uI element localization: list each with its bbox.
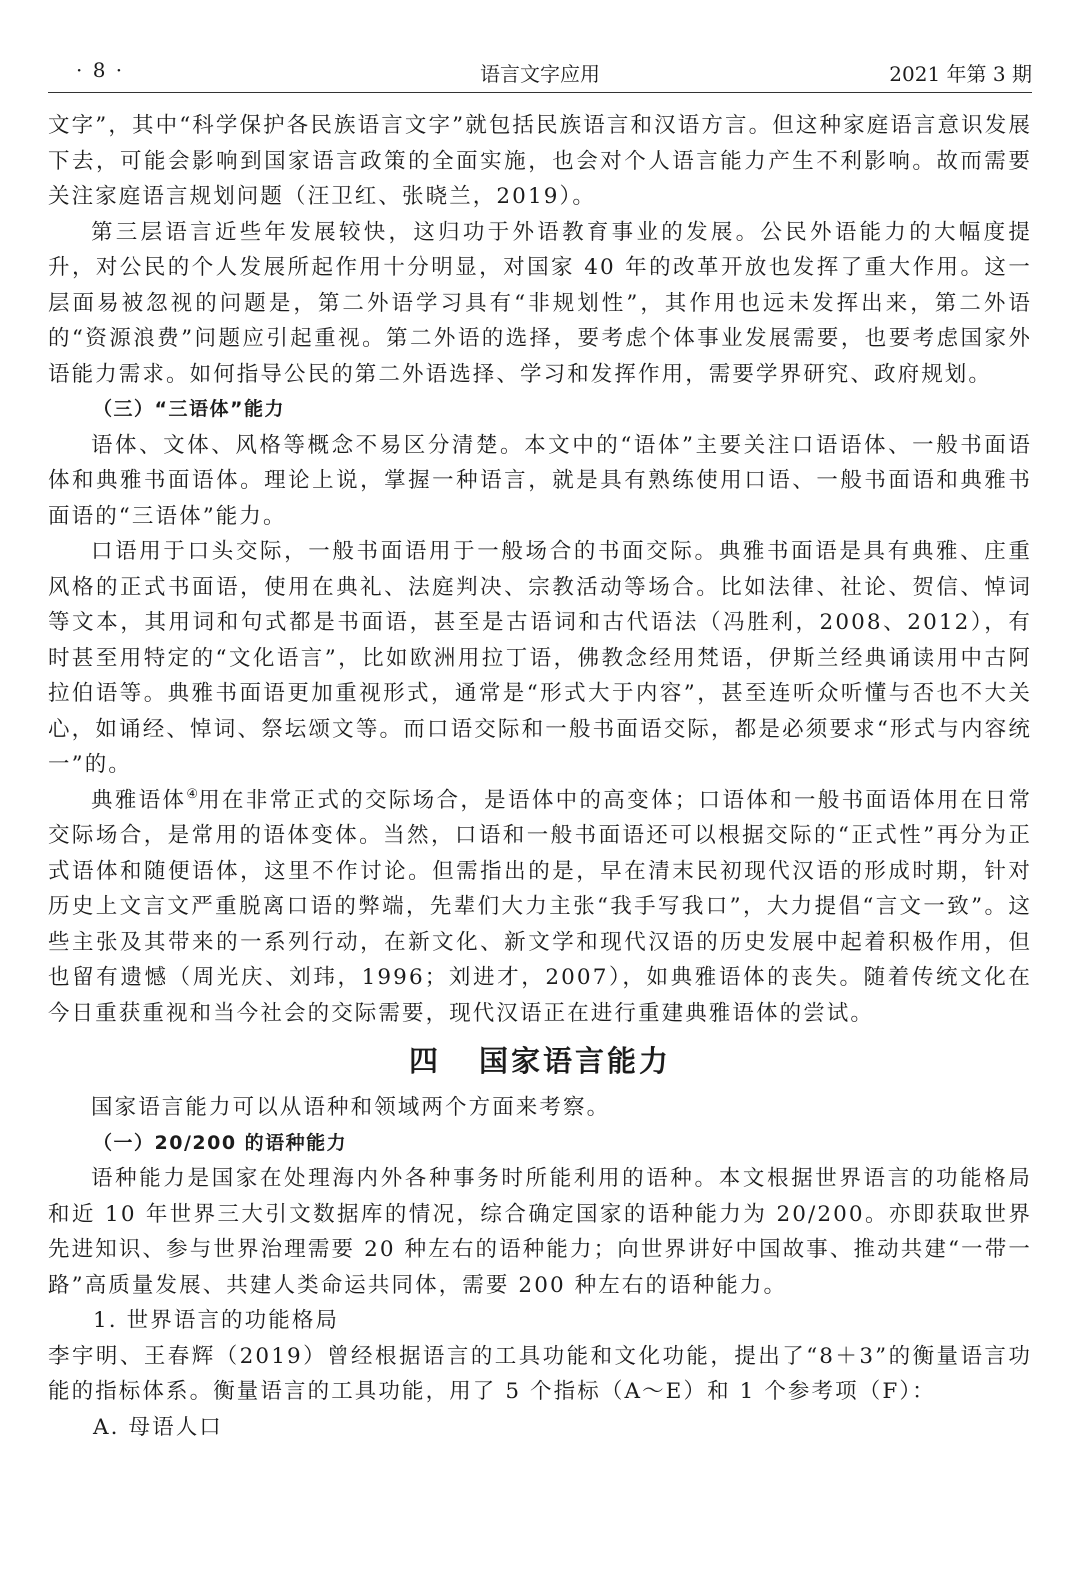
paragraph-lead-text: 典雅语体 — [91, 787, 187, 813]
section-number: 四 — [408, 1044, 441, 1078]
subheading-language-capacity: （一）20/200 的语种能力 — [93, 1131, 348, 1154]
numbered-subheading: 1. 世界语言的功能格局 — [93, 1308, 340, 1333]
paragraph-national-capacity: 国家语言能力可以从语种和领域两个方面来考察。 — [91, 1095, 611, 1120]
list-item: A. 母语人口 — [93, 1414, 223, 1440]
page-number: · 8 · — [76, 58, 125, 82]
paragraph-language-count: 语种能力是国家在处理海内外各种事务时所能利用的语种。本文根据世界语言的功能格局和近 10 年世界三大引文数据库的情况，综合确定国家的语种能力为 20/200。亦即获取世界先进知识、参与世界治理需要 20 种左右的语种能力；向世界讲好中国故事、推动共建“一带一路”高质量发展、共建人类命运共同体，需要 200 种左右的语种能力。 — [48, 1166, 1032, 1298]
paragraph-elegant-written: 口语用于口头交际，一般书面语用于一般场合的书面交际。典雅书面语是具有典雅、庄重风格的正式书面语，使用在典礼、法庭判决、宗教活动等场合。比如法律、社论、贺信、悼词等文本，其用词和句式都是书面语，甚至是古语词和古代语法（冯胜利，2008、2012），有时甚至用特定的“文化语言”，比如欧洲用拉丁语，佛教念经用梵语，伊斯兰经典诵读用中古阿拉伯语等。典雅书面语更加重视形式，通常是“形式大于内容”，甚至连听众听懂与否也不大关心，如诵经、悼词、祭坛颂文等。而口语交际和一般书面语交际，都是必须要求“形式与内容统一”的。 — [48, 539, 1032, 777]
paragraph-high-variety — [48, 783, 1032, 1032]
article-body — [48, 108, 1032, 1445]
running-header — [48, 52, 1032, 93]
section-heading — [48, 1041, 1032, 1081]
journal-title: 语言文字应用 — [480, 62, 600, 86]
paragraph-register-definition: 语体、文体、风格等概念不易区分清楚。本文中的“语体”主要关注口语语体、一般书面语体和典雅书面语体。理论上说，掌握一种语言，就是具有熟练使用口语、一般书面语和典雅书面语的“三语体”能力。 — [48, 432, 1032, 529]
paragraph-foreign-language: 第三层语言近些年发展较快，这归功于外语教育事业的发展。公民外语能力的大幅度提升，对公民的个人发展所起作用十分明显，对国家 40 年的改革开放也发挥了重大作用。这一层面易被忽视的问题是，第二外语学习具有“非规划性”，其作用也远未发挥出来，第二外语的“资源浪费”问题应引起重视。第二外语的选择，要考虑个体事业发展需要，也要考虑国家外语能力需求。如何指导公民的第二外语选择、学习和发挥作用，需要学界研究、政府规划。 — [48, 219, 1032, 387]
issue-label: 2021 年第 3 期 — [889, 62, 1032, 86]
subheading-three-registers: （三）“三语体”能力 — [93, 398, 285, 420]
footnote-marker[interactable]: ④ — [186, 786, 199, 802]
paragraph-rest-text: 用在非常正式的交际场合，是语体中的高变体；口语体和一般书面语体用在日常交际场合，是常用的语体变体。当然，口语和一般书面语还可以根据交际的“正式性”再分为正式语体和随便语体，这里不作讨论。但需指出的是，早在清末民初现代汉语的形成时期，针对历史上文言文严重脱离口语的弊端，先辈们大力主张“我手写我口”，大力提倡“言文一致”。这些主张及其带来的一系列行动，在新文化、新文学和现代汉语的历史发展中起着积极作用，但也留有遗憾（周光庆、刘玮，1996；刘进才，2007），如典雅语体的丧失。随着传统文化在今日重获重视和当今社会的交际需要，现代汉语正在进行重建典雅语体的尝试。 — [48, 787, 1033, 1026]
paragraph-continued: 文字”，其中“科学保护各民族语言文字”就包括民族语言和汉语方言。但这种家庭语言意识发展下去，可能会影响到国家语言政策的全面实施，也会对个人语言能力产生不利影响。故而需要关注家庭语言规划问题（汪卫红、张晓兰，2019）。 — [48, 113, 1032, 209]
paragraph-indicator-system: 李宇明、王春辉（2019）曾经根据语言的工具功能和文化功能，提出了“8＋3”的衡量语言功能的指标体系。衡量语言的工具功能，用了 5 个指标（A～E）和 1 个参考项（F）： — [48, 1343, 1032, 1404]
section-title: 国家语言能力 — [479, 1044, 672, 1078]
